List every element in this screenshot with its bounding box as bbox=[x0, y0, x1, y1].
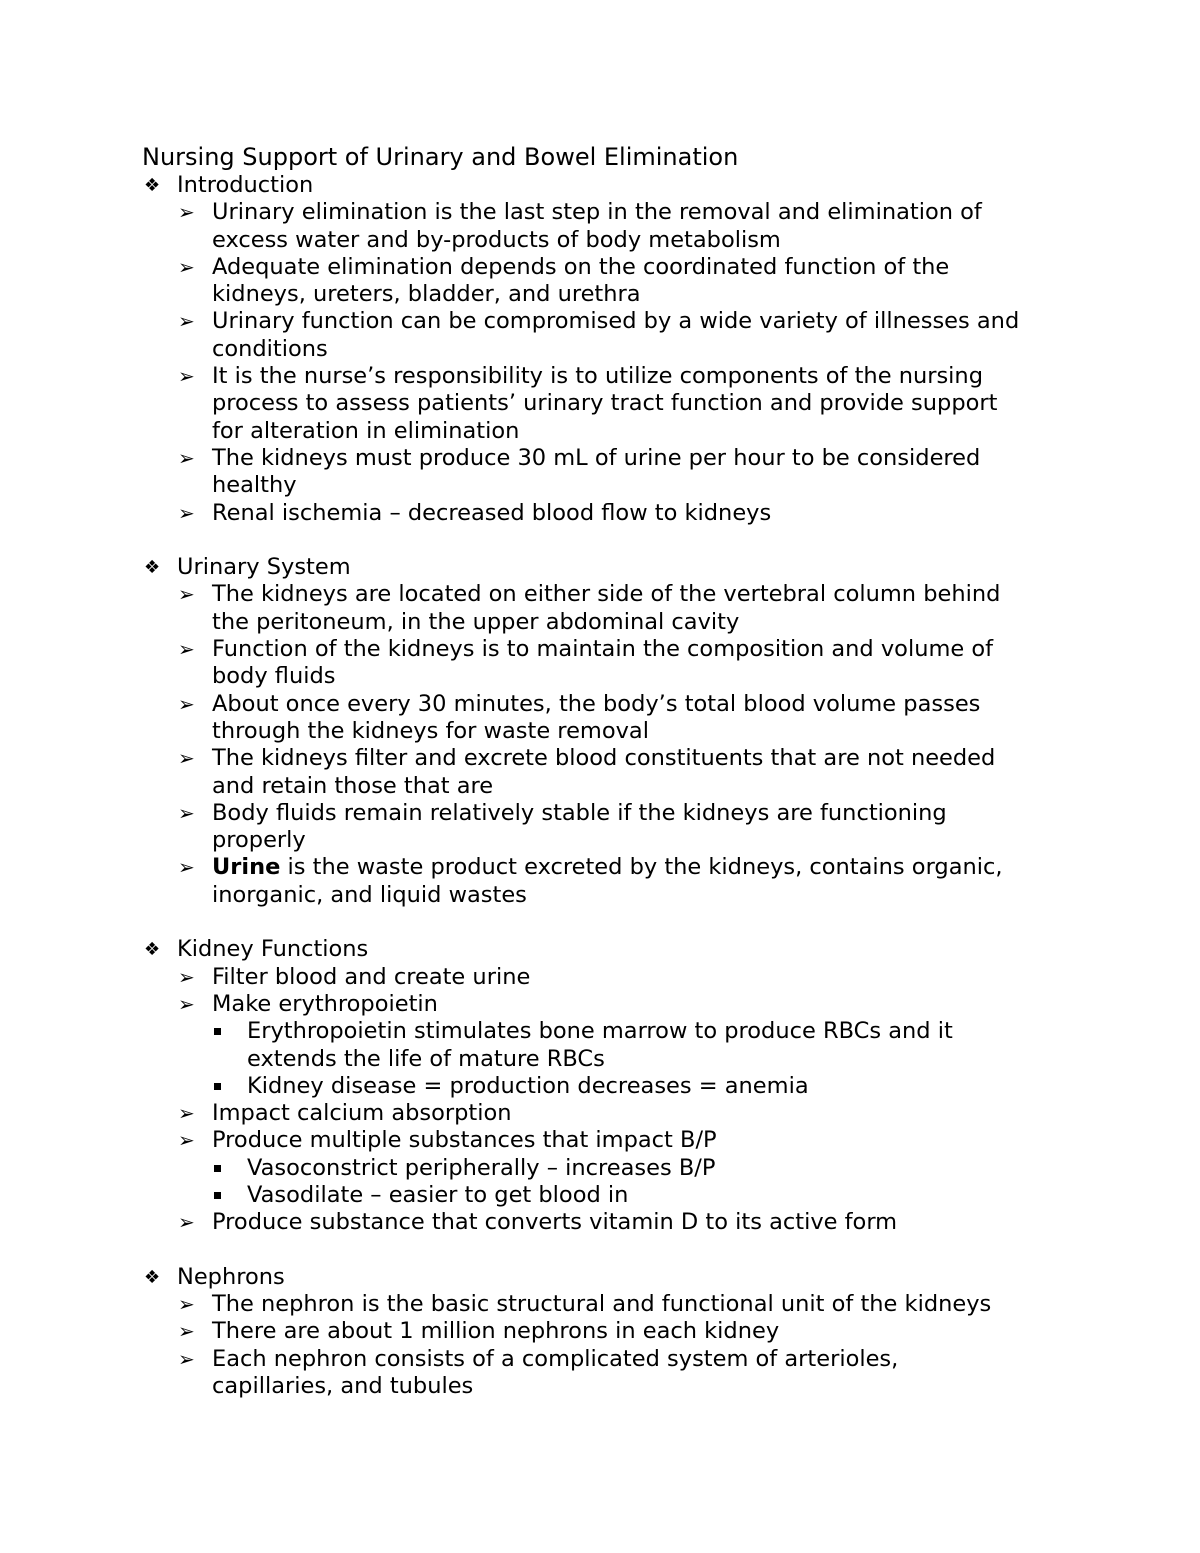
list-item bbox=[0, 691, 1200, 718]
section-heading-text: Nephrons bbox=[177, 1263, 285, 1290]
section-heading-text: Urinary System bbox=[177, 554, 351, 581]
list-item-continued bbox=[0, 882, 1200, 909]
arrowhead-icon: ➢ bbox=[178, 1346, 195, 1371]
arrowhead-icon: ➢ bbox=[178, 200, 195, 225]
sub-list-item bbox=[0, 1073, 1200, 1100]
square-icon bbox=[214, 1165, 221, 1172]
section-heading bbox=[0, 554, 1200, 581]
sub-list-item-text: Vasodilate – easier to get blood in bbox=[247, 1181, 629, 1208]
arrowhead-icon: ➢ bbox=[178, 800, 195, 825]
arrowhead-icon: ➢ bbox=[178, 364, 195, 389]
list-item-text: properly bbox=[212, 827, 306, 854]
list-item-text: Each nephron consists of a complicated system of arterioles, bbox=[212, 1345, 899, 1372]
list-item-text: Function of the kidneys is to maintain the composition and volume of bbox=[212, 636, 994, 663]
list-item-text: Make erythropoietin bbox=[212, 990, 438, 1017]
list-item-text: process to assess patients’ urinary tract function and provide support bbox=[212, 390, 998, 417]
list-item bbox=[0, 1291, 1200, 1318]
list-item bbox=[0, 1209, 1200, 1236]
arrowhead-icon: ➢ bbox=[178, 254, 195, 279]
list-item-continued bbox=[0, 827, 1200, 854]
list-item-text: kidneys, ureters, bladder, and urethra bbox=[212, 281, 641, 308]
blank-line bbox=[0, 527, 1200, 554]
section-heading-text: Introduction bbox=[177, 172, 314, 198]
list-item-text: excess water and by-products of body metabolism bbox=[212, 226, 781, 253]
section-heading bbox=[0, 936, 1200, 963]
arrowhead-icon: ➢ bbox=[178, 309, 195, 334]
list-item-text: Urinary elimination is the last step in the removal and elimination of bbox=[212, 199, 982, 226]
sub-list-item bbox=[0, 1018, 1200, 1045]
list-item-text: body fluids bbox=[212, 663, 336, 690]
arrowhead-icon: ➢ bbox=[178, 445, 195, 470]
square-icon bbox=[214, 1192, 221, 1199]
section-heading bbox=[0, 1264, 1200, 1291]
arrowhead-icon: ➢ bbox=[178, 1101, 195, 1126]
list-item-text bbox=[212, 854, 1003, 881]
four-diamond-icon: ❖ bbox=[144, 175, 161, 196]
list-item bbox=[0, 800, 1200, 827]
list-item-continued bbox=[0, 609, 1200, 636]
list-item-text: Produce substance that converts vitamin D to its active form bbox=[212, 1209, 898, 1236]
sub-list-item-text: Vasoconstrict peripherally – increases B/P bbox=[247, 1154, 716, 1181]
list-item-continued bbox=[0, 336, 1200, 363]
arrowhead-icon: ➢ bbox=[178, 991, 195, 1016]
document-body bbox=[0, 172, 1200, 1400]
list-item-text: Body fluids remain relatively stable if the kidneys are functioning bbox=[212, 799, 947, 826]
sub-list-item-text: Kidney disease = production decreases = anemia bbox=[247, 1072, 809, 1099]
blank-line bbox=[0, 1237, 1200, 1264]
four-diamond-icon: ❖ bbox=[144, 557, 161, 579]
sub-list-item-continued bbox=[0, 1046, 1200, 1073]
list-item-text: Produce multiple substances that impact B/P bbox=[212, 1127, 717, 1154]
list-item-text: conditions bbox=[212, 335, 328, 362]
list-item bbox=[0, 1127, 1200, 1154]
arrowhead-icon: ➢ bbox=[178, 500, 195, 525]
list-item-text: About once every 30 minutes, the body’s total blood volume passes bbox=[212, 690, 981, 717]
sub-list-item bbox=[0, 1182, 1200, 1209]
square-icon bbox=[214, 1083, 221, 1090]
list-item bbox=[0, 308, 1200, 335]
list-item-continued bbox=[0, 227, 1200, 254]
square-icon bbox=[214, 1028, 221, 1035]
list-item-continued bbox=[0, 281, 1200, 308]
list-item bbox=[0, 363, 1200, 390]
arrowhead-icon: ➢ bbox=[178, 855, 195, 880]
list-item-continued bbox=[0, 418, 1200, 445]
list-item-text: Renal ischemia – decreased blood flow to kidneys bbox=[212, 499, 772, 526]
list-item-text: The kidneys filter and excrete blood constituents that are not needed bbox=[212, 745, 996, 772]
list-item-text: Adequate elimination depends on the coordinated function of the bbox=[212, 253, 950, 280]
list-item-text: healthy bbox=[212, 472, 297, 499]
list-item bbox=[0, 991, 1200, 1018]
list-item-text: through the kidneys for waste removal bbox=[212, 717, 649, 744]
list-item bbox=[0, 1100, 1200, 1127]
sub-list-item-text: Erythropoietin stimulates bone marrow to produce RBCs and it bbox=[247, 1018, 953, 1045]
list-item bbox=[0, 1346, 1200, 1373]
list-item-text: capillaries, and tubules bbox=[212, 1373, 474, 1400]
list-item bbox=[0, 500, 1200, 527]
list-item bbox=[0, 854, 1200, 881]
list-item-continued bbox=[0, 1373, 1200, 1400]
list-item-text: It is the nurse’s responsibility is to utilize components of the nursing bbox=[212, 363, 983, 390]
four-diamond-icon: ❖ bbox=[144, 1266, 161, 1288]
arrowhead-icon: ➢ bbox=[178, 1319, 195, 1344]
arrowhead-icon: ➢ bbox=[178, 1292, 195, 1317]
arrowhead-icon: ➢ bbox=[178, 746, 195, 771]
arrowhead-icon: ➢ bbox=[178, 691, 195, 716]
document-title: Nursing Support of Urinary and Bowel Elimination bbox=[142, 143, 739, 171]
list-item-text: for alteration in elimination bbox=[212, 417, 520, 444]
arrowhead-icon: ➢ bbox=[178, 1128, 195, 1153]
arrowhead-icon: ➢ bbox=[178, 1210, 195, 1235]
list-item-text: The kidneys are located on either side of the vertebral column behind bbox=[212, 581, 1001, 608]
list-item-continued bbox=[0, 663, 1200, 690]
sub-list-item bbox=[0, 1155, 1200, 1182]
list-item-text: There are about 1 million nephrons in each kidney bbox=[212, 1318, 780, 1345]
four-diamond-icon: ❖ bbox=[144, 939, 161, 961]
list-item-text: Filter blood and create urine bbox=[212, 963, 531, 990]
list-item-text: Urinary function can be compromised by a wide variety of illnesses and bbox=[212, 308, 1020, 335]
list-item-continued bbox=[0, 390, 1200, 417]
list-item bbox=[0, 964, 1200, 991]
arrowhead-icon: ➢ bbox=[178, 582, 195, 607]
list-item-text: The kidneys must produce 30 mL of urine per hour to be considered bbox=[212, 444, 981, 471]
list-item bbox=[0, 581, 1200, 608]
list-item bbox=[0, 254, 1200, 281]
list-item bbox=[0, 445, 1200, 472]
list-item bbox=[0, 1318, 1200, 1345]
list-item-text: inorganic, and liquid wastes bbox=[212, 881, 527, 908]
list-item-text-rest: is the waste product excreted by the kidneys, contains organic, bbox=[280, 854, 1003, 881]
list-item-continued bbox=[0, 472, 1200, 499]
list-item-text: The nephron is the basic structural and functional unit of the kidneys bbox=[212, 1291, 992, 1318]
list-item bbox=[0, 636, 1200, 663]
bold-term: Urine bbox=[212, 854, 281, 881]
list-item bbox=[0, 745, 1200, 772]
list-item-continued bbox=[0, 773, 1200, 800]
list-item-continued bbox=[0, 718, 1200, 745]
list-item-text: and retain those that are bbox=[212, 772, 494, 799]
arrowhead-icon: ➢ bbox=[178, 637, 195, 662]
section-heading bbox=[0, 172, 1200, 199]
arrowhead-icon: ➢ bbox=[178, 964, 195, 989]
list-item-text: the peritoneum, in the upper abdominal cavity bbox=[212, 608, 740, 635]
blank-line bbox=[0, 909, 1200, 936]
list-item-text: Impact calcium absorption bbox=[212, 1100, 512, 1127]
sub-list-item-text: extends the life of mature RBCs bbox=[247, 1045, 605, 1072]
section-heading-text: Kidney Functions bbox=[177, 936, 369, 963]
list-item bbox=[0, 199, 1200, 226]
